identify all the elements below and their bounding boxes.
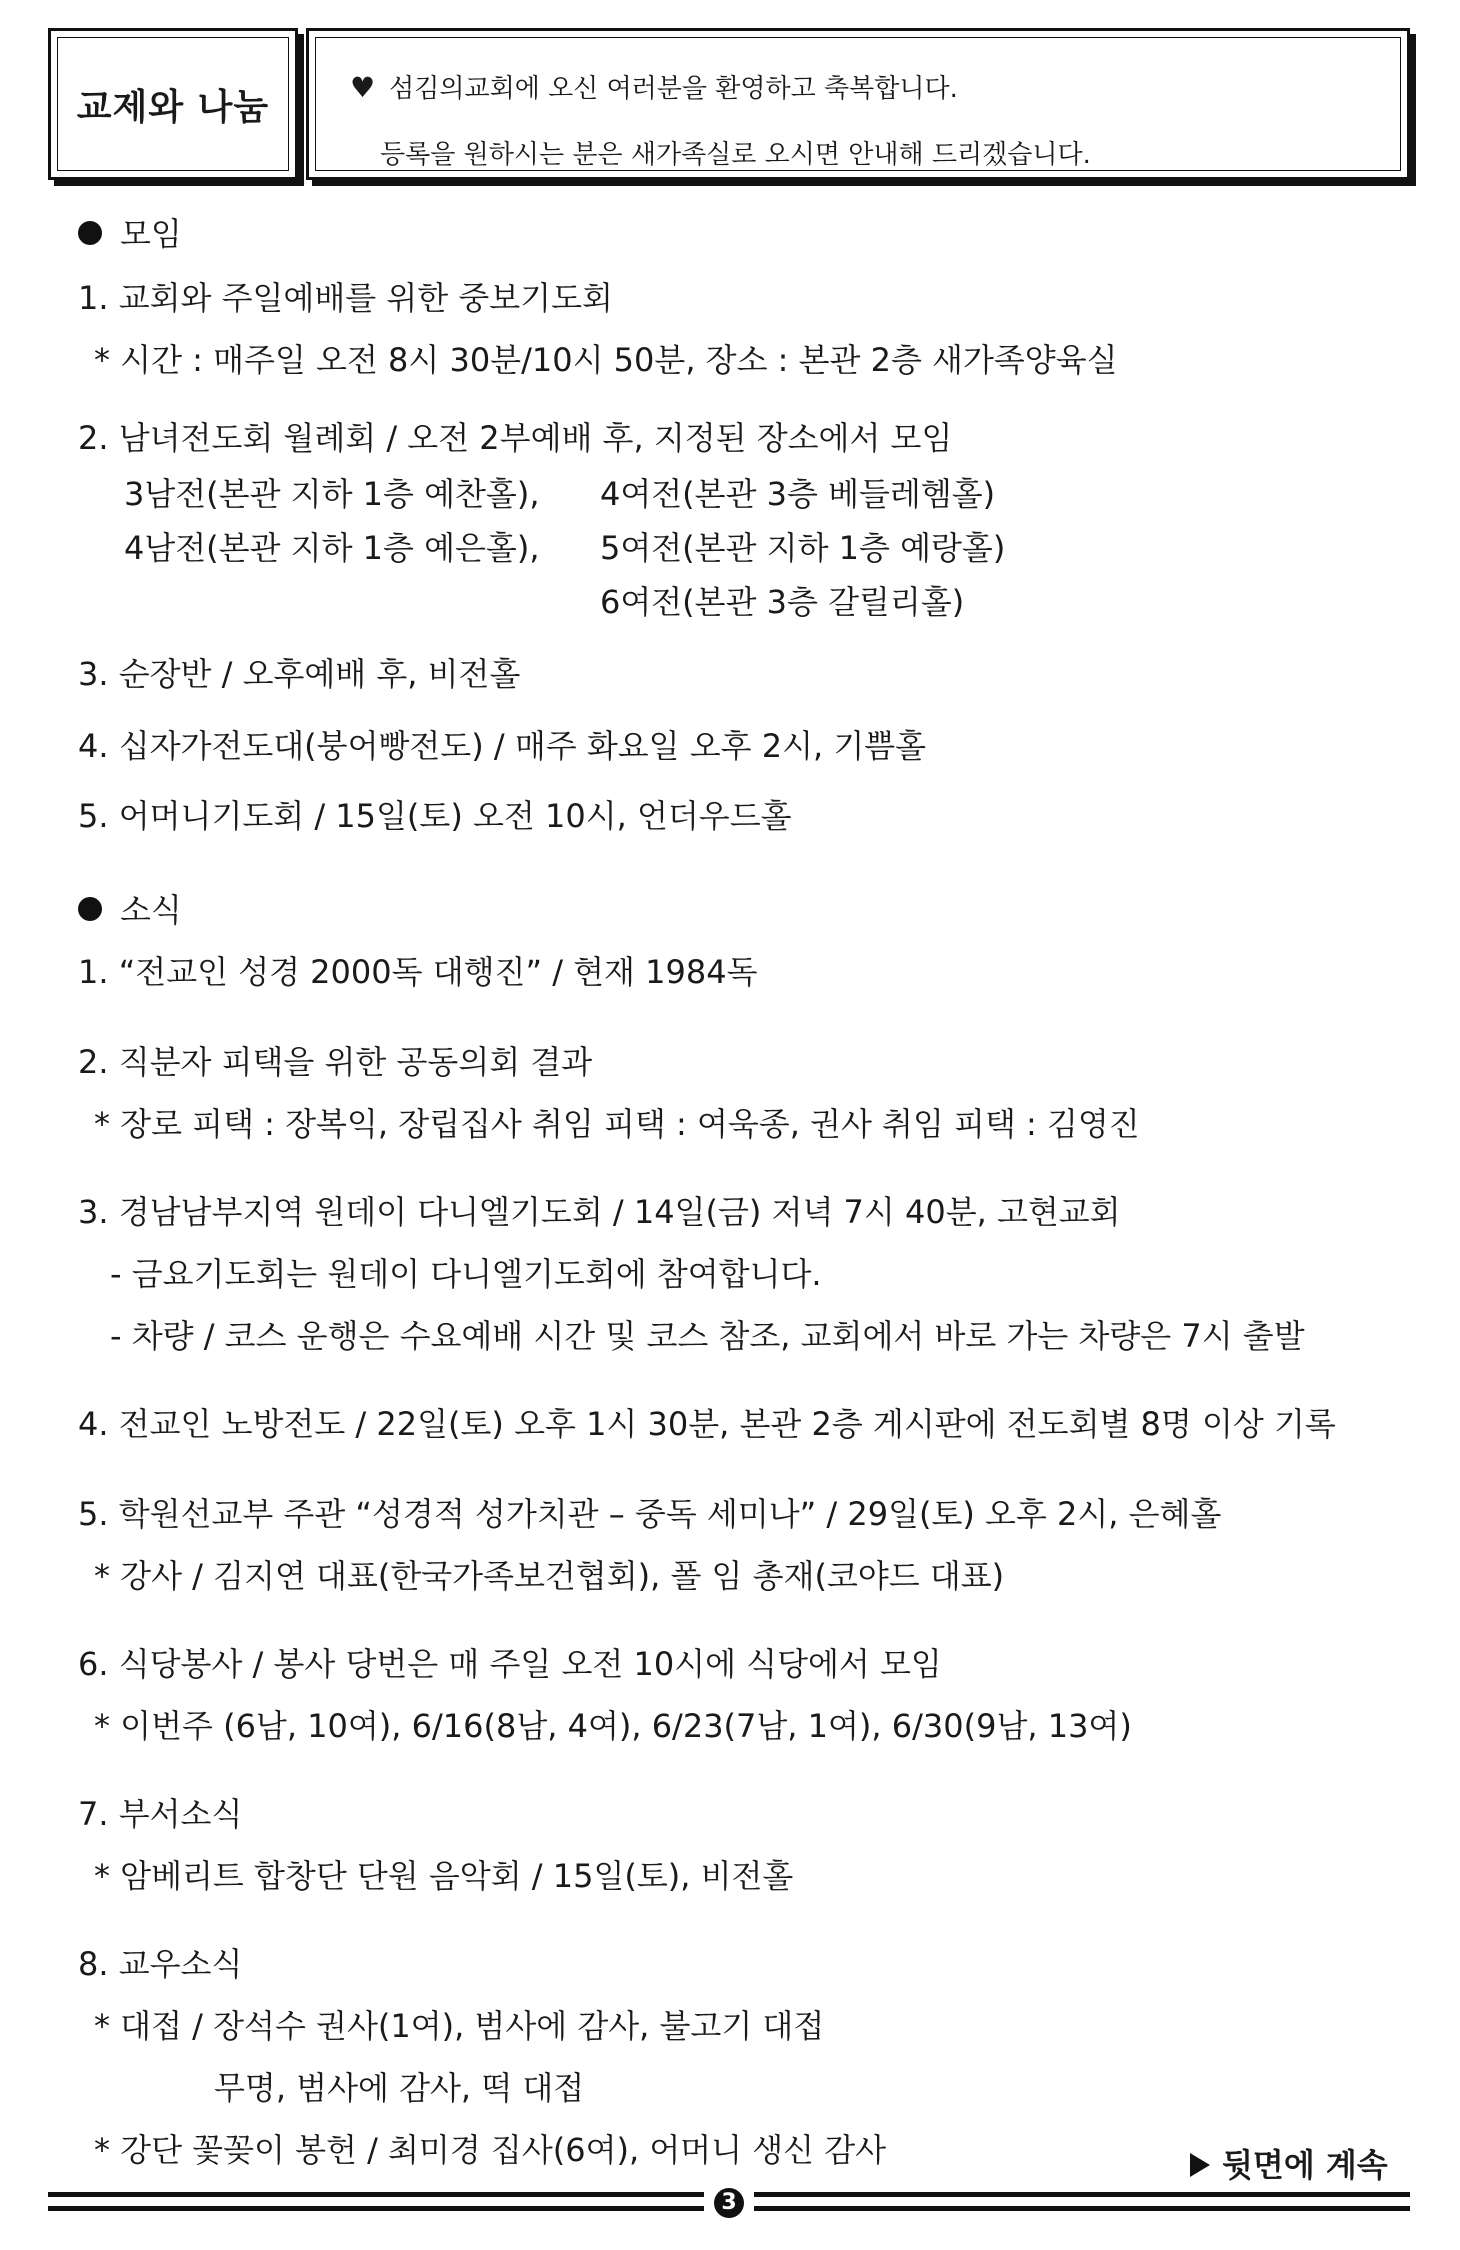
footer-rule-right-bottom (754, 2206, 1410, 2211)
news-line: * 이번주 (6남, 10여), 6/16(8남, 4여), 6/23(7남, 1여), 6/30(9남, 13여) (94, 1707, 1132, 1745)
gathering-line: 2. 남녀전도회 월례회 / 오전 2부예배 후, 지정된 장소에서 모임 (78, 419, 953, 457)
gathering-line: 4남전(본관 지하 1층 예은홀), (124, 529, 540, 567)
footer-rule-left-bottom (48, 2206, 704, 2211)
heart-icon: ♥ (350, 71, 376, 104)
news-line: 7. 부서소식 (78, 1795, 243, 1833)
news-heading (78, 890, 182, 930)
news-line: * 강사 / 김지연 대표(한국가족보건협회), 폴 임 총재(코야드 대표) (94, 1557, 1005, 1595)
gatherings-heading (78, 214, 182, 254)
continue-label: 뒷면에 계속 (1222, 2146, 1388, 2184)
footer-rule-left-top (48, 2192, 704, 2197)
news-line: * 강단 꽃꽂이 봉헌 / 최미경 집사(6여), 어머니 생신 감사 (94, 2131, 887, 2169)
gathering-line: 4. 십자가전도대(붕어빵전도) / 매주 화요일 오후 2시, 기쁨홀 (78, 727, 927, 765)
play-triangle-icon (1190, 2153, 1210, 2177)
bullet-dot-icon (78, 221, 102, 245)
gathering-line: 1. 교회와 주일예배를 위한 중보기도회 (78, 279, 613, 317)
news-line: * 암베리트 합창단 단원 음악회 / 15일(토), 비전홀 (94, 1857, 794, 1895)
page-number: 3 (714, 2188, 744, 2218)
news-line: 2. 직분자 피택을 위한 공동의회 결과 (78, 1043, 593, 1081)
gathering-line: 6여전(본관 3층 갈릴리홀) (600, 583, 965, 621)
gathering-line: 4여전(본관 3층 베들레헴홀) (600, 475, 996, 513)
gathering-line: 5여전(본관 지하 1층 예랑홀) (600, 529, 1006, 567)
news-line: 5. 학원선교부 주관 “성경적 성가치관 – 중독 세미나” / 29일(토) 오후 2시, 은혜홀 (78, 1495, 1222, 1533)
news-line: - 금요기도회는 원데이 다니엘기도회에 참여합니다. (110, 1255, 822, 1293)
gathering-line: 5. 어머니기도회 / 15일(토) 오전 10시, 언더우드홀 (78, 797, 792, 835)
news-line: * 장로 피택 : 장복익, 장립집사 취임 피택 : 여욱종, 권사 취임 피택 : 김영진 (94, 1105, 1140, 1143)
section-title-box (48, 28, 298, 180)
section-title-inner (57, 37, 289, 171)
news-heading-text: 소식 (120, 891, 182, 929)
gathering-line: * 시간 : 매주일 오전 8시 30분/10시 50분, 장소 : 본관 2층 새가족양육실 (94, 341, 1118, 379)
news-line: 8. 교우소식 (78, 1945, 243, 1983)
gathering-line: 3남전(본관 지하 1층 예찬홀), (124, 475, 540, 513)
news-line: 3. 경남남부지역 원데이 다니엘기도회 / 14일(금) 저녁 7시 40분, 고현교회 (78, 1193, 1121, 1231)
welcome-inner (315, 37, 1401, 171)
welcome-line-2: 등록을 원하시는 분은 새가족실로 오시면 안내해 드리겠습니다. (380, 140, 1091, 170)
welcome-line-1 (350, 68, 958, 105)
section-title: 교제와 나눔 (76, 86, 270, 128)
news-line: 무명, 범사에 감사, 떡 대접 (214, 2069, 585, 2107)
welcome-box (306, 28, 1410, 180)
welcome-text-1: 섬김의교회에 오신 여러분을 환영하고 축복합니다. (389, 74, 958, 104)
footer-rule-right-top (754, 2192, 1410, 2197)
gatherings-heading-text: 모임 (120, 215, 182, 253)
bullet-dot-icon (78, 897, 102, 921)
news-line: 6. 식당봉사 / 봉사 당번은 매 주일 오전 10시에 식당에서 모임 (78, 1645, 942, 1683)
news-line: * 대접 / 장석수 권사(1여), 범사에 감사, 불고기 대접 (94, 2007, 825, 2045)
news-line: 1. “전교인 성경 2000독 대행진” / 현재 1984독 (78, 953, 758, 991)
gathering-line: 3. 순장반 / 오후예배 후, 비전홀 (78, 655, 521, 693)
news-line: - 차량 / 코스 운행은 수요예배 시간 및 코스 참조, 교회에서 바로 가는 차량은 7시 출발 (110, 1317, 1305, 1355)
continue-notice (1190, 2140, 1388, 2186)
news-line: 4. 전교인 노방전도 / 22일(토) 오후 1시 30분, 본관 2층 게시판에 전도회별 8명 이상 기록 (78, 1405, 1336, 1443)
